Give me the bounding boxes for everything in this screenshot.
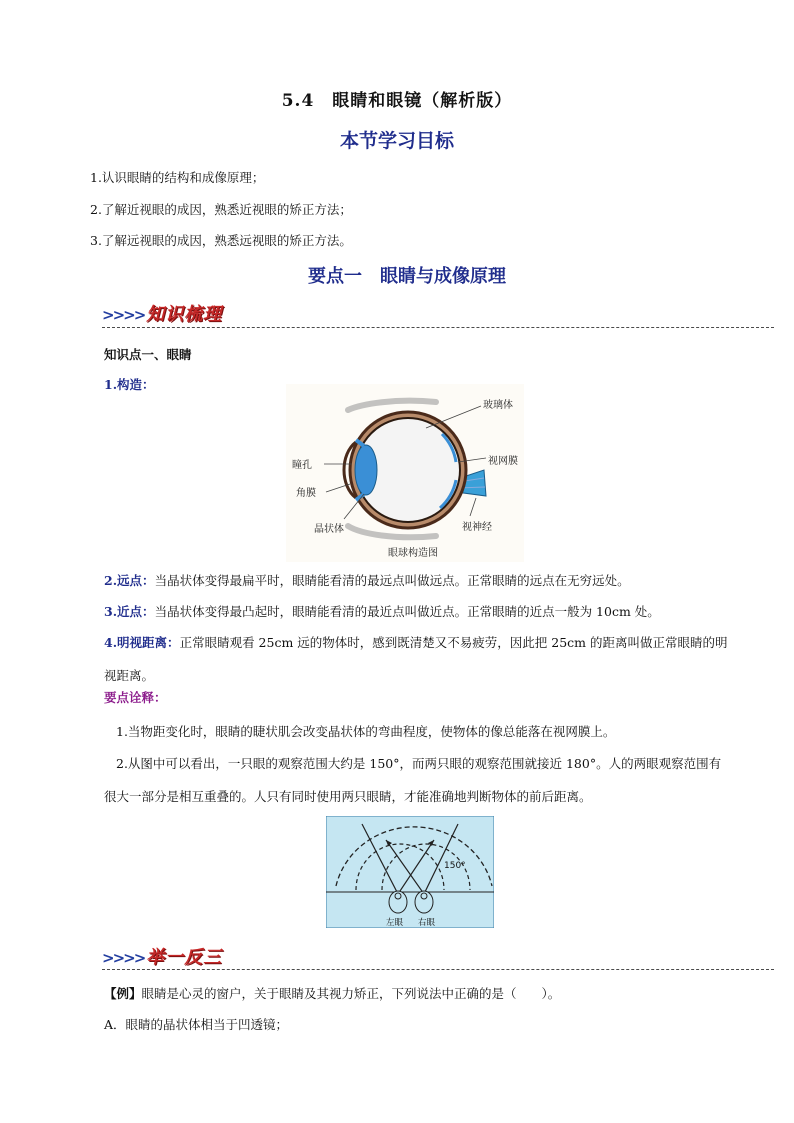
banner-arrows: >>>> bbox=[102, 306, 145, 324]
clear-vision-text: 正常眼睛观看 25cm 远的物体时，感到既清楚又不易疲劳，因此把 25cm 的距离叫做正常眼睛的明视距离。 bbox=[104, 635, 728, 683]
label-lens: 晶状体 bbox=[314, 524, 344, 535]
goal-item: 1.认识眼睛的结构和成像原理； bbox=[90, 170, 265, 185]
example-text: 眼睛是心灵的窗户，关于眼睛及其视力矫正，下列说法中正确的是（ ）。 bbox=[141, 986, 561, 1001]
clear-vision-label: 4.明视距离： bbox=[104, 635, 180, 650]
key-point-item: 1.当物距变化时，眼睛的睫状肌会改变晶状体的弯曲程度，使物体的像总能落在视网膜上。 bbox=[116, 724, 616, 739]
label-retina: 视网膜 bbox=[488, 456, 518, 467]
goal-item: 2.了解近视眼的成因，熟悉近视眼的矫正方法； bbox=[90, 202, 352, 217]
example-question bbox=[104, 986, 744, 1002]
near-point-label: 3.近点： bbox=[104, 604, 155, 619]
far-point-text: 当晶状体变得最扁平时，眼睛能看清的最远点叫做远点。正常眼睛的远点在无穷远处。 bbox=[154, 573, 630, 588]
dashed-divider bbox=[102, 327, 774, 328]
label-vitreous: 玻璃体 bbox=[483, 400, 513, 411]
key-points-label bbox=[104, 690, 744, 706]
banner-text: 举一反三 bbox=[146, 947, 223, 968]
left-eye-label: 左眼 bbox=[386, 918, 404, 928]
eye-structure-diagram bbox=[286, 384, 524, 562]
example-tag: 【例】 bbox=[104, 986, 142, 1001]
clear-vision-paragraph bbox=[104, 626, 729, 692]
option-a: A．眼睛的晶状体相当于凹透镜； bbox=[104, 1017, 289, 1032]
key-points-label-text: 要点诠释： bbox=[104, 690, 167, 705]
knowledge-banner bbox=[102, 300, 222, 326]
figure-caption: 眼球构造图 bbox=[388, 548, 438, 559]
far-point-paragraph bbox=[104, 573, 744, 589]
key-point-item: 2.从图中可以看出，一只眼的观察范围大约是 150°，而两只眼的观察范围就接近 180°。人的两眼观察范围有很大一部分是相互重叠的。人只有同时使用两只眼睛，才能准确地判断物体的前后距离。 bbox=[104, 756, 722, 804]
knowledge-point-title: 知识点一、眼睛 bbox=[104, 347, 192, 362]
structure-label-text: 1.构造： bbox=[104, 377, 155, 392]
banner-arrows: >>>> bbox=[102, 949, 145, 967]
visual-field-diagram bbox=[326, 816, 494, 928]
practice-banner bbox=[102, 943, 222, 969]
label-optic-nerve: 视神经 bbox=[462, 522, 492, 533]
banner-text: 知识梳理 bbox=[146, 304, 223, 325]
far-point-label: 2.远点： bbox=[104, 573, 155, 588]
right-eye-label: 右眼 bbox=[418, 918, 436, 928]
angle-label: 150° bbox=[444, 861, 466, 871]
goals-heading: 本节学习目标 bbox=[339, 130, 454, 152]
document-title: 5.4 眼睛和眼镜（解析版） bbox=[281, 91, 513, 111]
label-pupil: 瞳孔 bbox=[292, 460, 312, 471]
goal-item: 3.了解远视眼的成因，熟悉远视眼的矫正方法。 bbox=[90, 233, 352, 248]
near-point-paragraph bbox=[104, 604, 744, 620]
section-heading: 要点一 眼睛与成像原理 bbox=[308, 266, 506, 287]
dashed-divider bbox=[102, 969, 774, 970]
label-cornea: 角膜 bbox=[296, 488, 316, 499]
near-point-text: 当晶状体变得最凸起时，眼睛能看清的最近点叫做近点。正常眼睛的近点一般为 10cm 处。 bbox=[154, 604, 660, 619]
